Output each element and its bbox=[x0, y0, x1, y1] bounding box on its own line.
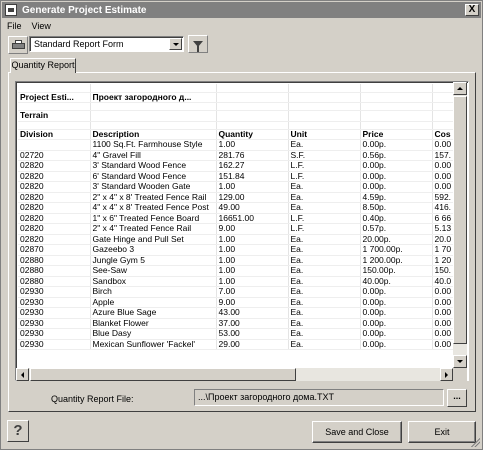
report-file-label: Quantity Report File: bbox=[51, 394, 134, 404]
chevron-down-icon[interactable] bbox=[169, 38, 182, 50]
cell-division: 02820 bbox=[18, 224, 90, 235]
cell-cost: 20.0 bbox=[432, 234, 454, 245]
cell-cost: 0.00 bbox=[432, 140, 454, 151]
cell-price: 8.50р. bbox=[360, 203, 432, 214]
cell-division: 02820 bbox=[18, 161, 90, 172]
scroll-up-icon[interactable] bbox=[453, 82, 467, 95]
report-form-value: Standard Report Form bbox=[34, 39, 124, 49]
table-row[interactable] bbox=[18, 318, 454, 329]
cell-price: 0.00р. bbox=[360, 339, 432, 350]
project-value: Проект загородного д... bbox=[90, 92, 216, 103]
cell-cost: 40.0 bbox=[432, 276, 454, 287]
cell-price: 0.00р. bbox=[360, 161, 432, 172]
cell-quantity: 37.00 bbox=[216, 318, 288, 329]
terrain-label: Terrain bbox=[18, 111, 90, 122]
cell-unit: Ea. bbox=[288, 234, 360, 245]
cell-division: 02820 bbox=[18, 192, 90, 203]
cell-quantity: 1.00 bbox=[216, 245, 288, 256]
cell-quantity: 281.76 bbox=[216, 150, 288, 161]
cell-unit: Ea. bbox=[288, 245, 360, 256]
cell-description: Apple bbox=[90, 297, 216, 308]
cell-cost: 0.00 bbox=[432, 182, 454, 193]
cell-description: 1" x 6" Treated Fence Board bbox=[90, 213, 216, 224]
cell-price: 4.59р. bbox=[360, 192, 432, 203]
cell-price: 1 700.00р. bbox=[360, 245, 432, 256]
cell-cost: 150. bbox=[432, 266, 454, 277]
cell-description: 4" Gravel Fill bbox=[90, 150, 216, 161]
cell-price: 0.00р. bbox=[360, 287, 432, 298]
save-and-close-button[interactable]: Save and Close bbox=[312, 421, 402, 443]
cell-unit: Ea. bbox=[288, 297, 360, 308]
cell-quantity: 1.00 bbox=[216, 255, 288, 266]
cell-division: 02930 bbox=[18, 287, 90, 298]
cell-division: 02880 bbox=[18, 276, 90, 287]
cell-price: 0.00р. bbox=[360, 297, 432, 308]
cell-price: 150.00р. bbox=[360, 266, 432, 277]
title-bar[interactable] bbox=[2, 2, 481, 18]
table-row[interactable] bbox=[18, 266, 454, 277]
cell-description: 2" x 4" x 8' Treated Fence Rail bbox=[90, 192, 216, 203]
resize-grip-icon[interactable] bbox=[470, 437, 480, 447]
col-price: Price bbox=[360, 129, 432, 140]
table-row[interactable] bbox=[18, 150, 454, 161]
project-row bbox=[18, 92, 454, 103]
filter-button[interactable] bbox=[188, 35, 208, 53]
cell-quantity: 9.00 bbox=[216, 297, 288, 308]
cell-division: 02820 bbox=[18, 171, 90, 182]
cell-cost: 0.00 bbox=[432, 297, 454, 308]
col-quantity: Quantity bbox=[216, 129, 288, 140]
help-button[interactable]: ? bbox=[7, 420, 29, 442]
cell-quantity: 1.00 bbox=[216, 182, 288, 193]
cell-unit: Ea. bbox=[288, 255, 360, 266]
cell-cost: 0.00 bbox=[432, 287, 454, 298]
column-header-row bbox=[18, 129, 454, 140]
menu-view[interactable]: View bbox=[31, 21, 51, 31]
cell-unit: Ea. bbox=[288, 182, 360, 193]
cell-unit: Ea. bbox=[288, 192, 360, 203]
report-grid-body bbox=[18, 84, 454, 368]
table-row[interactable] bbox=[18, 161, 454, 172]
table-row[interactable] bbox=[18, 308, 454, 319]
cell-cost: 0.00 bbox=[432, 318, 454, 329]
cell-description: Sandbox bbox=[90, 276, 216, 287]
table-row[interactable] bbox=[18, 171, 454, 182]
cell-cost: 6 66 bbox=[432, 213, 454, 224]
cell-price: 0.57р. bbox=[360, 224, 432, 235]
cell-division: 02930 bbox=[18, 329, 90, 340]
cell-price: 0.00р. bbox=[360, 329, 432, 340]
cell-quantity: 7.00 bbox=[216, 287, 288, 298]
report-table bbox=[18, 84, 454, 350]
cell-description: Gazeebo 3 bbox=[90, 245, 216, 256]
cell-division: 02930 bbox=[18, 339, 90, 350]
table-row[interactable] bbox=[18, 203, 454, 214]
tab-quantity-report[interactable]: Quantity Report bbox=[10, 58, 76, 73]
exit-button[interactable]: Exit bbox=[408, 421, 476, 443]
table-row[interactable] bbox=[18, 213, 454, 224]
cell-price: 40.00р. bbox=[360, 276, 432, 287]
cell-division: 02930 bbox=[18, 297, 90, 308]
vertical-scrollbar[interactable] bbox=[453, 82, 467, 368]
table-row[interactable] bbox=[18, 329, 454, 340]
cell-cost: 0.00 bbox=[432, 308, 454, 319]
cell-price: 0.00р. bbox=[360, 318, 432, 329]
cell-price: 0.56р. bbox=[360, 150, 432, 161]
cell-cost: 0.00 bbox=[432, 339, 454, 350]
cell-price: 0.40р. bbox=[360, 213, 432, 224]
table-row[interactable] bbox=[18, 255, 454, 266]
table-row[interactable] bbox=[18, 276, 454, 287]
cell-division: 02930 bbox=[18, 318, 90, 329]
cell-quantity: 1.00 bbox=[216, 234, 288, 245]
table-row[interactable] bbox=[18, 234, 454, 245]
cell-unit: L.F. bbox=[288, 161, 360, 172]
table-row[interactable] bbox=[18, 182, 454, 193]
scroll-left-icon[interactable] bbox=[16, 368, 29, 381]
cell-division: 02870 bbox=[18, 245, 90, 256]
cell-price: 0.00р. bbox=[360, 171, 432, 182]
cell-unit: L.F. bbox=[288, 213, 360, 224]
cell-description: Azure Blue Sage bbox=[90, 308, 216, 319]
funnel-icon bbox=[193, 41, 203, 47]
cell-unit: Ea. bbox=[288, 339, 360, 350]
table-row[interactable] bbox=[18, 192, 454, 203]
cell-cost: 1 70 bbox=[432, 245, 454, 256]
close-button[interactable]: X bbox=[465, 4, 479, 16]
cell-quantity: 49.00 bbox=[216, 203, 288, 214]
col-unit: Unit bbox=[288, 129, 360, 140]
horizontal-scrollbar[interactable] bbox=[16, 368, 453, 381]
cell-division: 02880 bbox=[18, 266, 90, 277]
col-description: Description bbox=[90, 129, 216, 140]
table-row[interactable] bbox=[18, 339, 454, 350]
table-row[interactable] bbox=[18, 140, 454, 151]
terrain-row bbox=[18, 111, 454, 122]
vertical-scroll-thumb[interactable] bbox=[453, 96, 467, 344]
cell-cost: 0.00 bbox=[432, 329, 454, 340]
cell-description: See-Saw bbox=[90, 266, 216, 277]
cell-division: 02820 bbox=[18, 234, 90, 245]
cell-unit: Ea. bbox=[288, 276, 360, 287]
cell-description: Blue Dasy bbox=[90, 329, 216, 340]
cell-description: 1100 Sq.Ft. Farmhouse Style bbox=[90, 140, 216, 151]
cell-cost: 1 20 bbox=[432, 255, 454, 266]
cell-description: 3' Standard Wooden Gate bbox=[90, 182, 216, 193]
cell-description: Blanket Flower bbox=[90, 318, 216, 329]
cell-cost: 5.13 bbox=[432, 224, 454, 235]
cell-description: 6' Standard Wood Fence bbox=[90, 171, 216, 182]
col-division: Division bbox=[18, 129, 90, 140]
scroll-right-icon[interactable] bbox=[440, 368, 453, 381]
cell-quantity: 1.00 bbox=[216, 140, 288, 151]
cell-unit: S.F. bbox=[288, 150, 360, 161]
cell-division: 02820 bbox=[18, 182, 90, 193]
menu-bar bbox=[2, 19, 481, 33]
scrollbar-corner bbox=[453, 368, 467, 381]
report-file-path: ...\Проект загородного дома.TXT bbox=[194, 389, 444, 406]
report-form-select[interactable] bbox=[29, 36, 184, 52]
horizontal-scroll-thumb[interactable] bbox=[30, 368, 296, 381]
print-button[interactable] bbox=[8, 36, 28, 54]
cell-division: 02820 bbox=[18, 213, 90, 224]
cell-description: Jungle Gym 5 bbox=[90, 255, 216, 266]
table-row[interactable] bbox=[18, 224, 454, 235]
cell-description: 3' Standard Wood Fence bbox=[90, 161, 216, 172]
table-row[interactable] bbox=[18, 287, 454, 298]
cell-price: 20.00р. bbox=[360, 234, 432, 245]
cell-unit: Ea. bbox=[288, 140, 360, 151]
cell-cost: 0.00 bbox=[432, 171, 454, 182]
cell-quantity: 129.00 bbox=[216, 192, 288, 203]
cell-price: 0.00р. bbox=[360, 182, 432, 193]
cell-quantity: 29.00 bbox=[216, 339, 288, 350]
cell-division: 02930 bbox=[18, 308, 90, 319]
col-cost: Cos bbox=[432, 129, 454, 140]
toolbar bbox=[7, 35, 477, 55]
cell-quantity: 53.00 bbox=[216, 329, 288, 340]
cell-division: 02720 bbox=[18, 150, 90, 161]
cell-description: Mexican Sunflower 'Fackel' bbox=[90, 339, 216, 350]
scroll-down-icon[interactable] bbox=[453, 355, 467, 368]
cell-unit: Ea. bbox=[288, 318, 360, 329]
cell-unit: Ea. bbox=[288, 329, 360, 340]
table-row[interactable] bbox=[18, 245, 454, 256]
cell-quantity: 16651.00 bbox=[216, 213, 288, 224]
report-grid[interactable] bbox=[15, 81, 469, 381]
cell-description: Birch bbox=[90, 287, 216, 298]
cell-quantity: 162.27 bbox=[216, 161, 288, 172]
menu-file[interactable]: File bbox=[7, 21, 22, 31]
cell-price: 0.00р. bbox=[360, 308, 432, 319]
cell-unit: L.F. bbox=[288, 171, 360, 182]
cell-quantity: 1.00 bbox=[216, 266, 288, 277]
cell-description: Gate Hinge and Pull Set bbox=[90, 234, 216, 245]
cell-price: 1 200.00р. bbox=[360, 255, 432, 266]
cell-unit: Ea. bbox=[288, 308, 360, 319]
printer-icon bbox=[12, 40, 25, 50]
cell-quantity: 1.00 bbox=[216, 276, 288, 287]
cell-cost: 592. bbox=[432, 192, 454, 203]
cell-quantity: 9.00 bbox=[216, 224, 288, 235]
cell-unit: Ea. bbox=[288, 203, 360, 214]
cell-unit: Ea. bbox=[288, 266, 360, 277]
cell-division: 02820 bbox=[18, 203, 90, 214]
project-label: Project Esti... bbox=[18, 92, 90, 103]
cell-description: 2" x 4" Treated Fence Rail bbox=[90, 224, 216, 235]
app-icon bbox=[5, 4, 17, 16]
cell-cost: 416. bbox=[432, 203, 454, 214]
browse-button[interactable]: ... bbox=[447, 389, 467, 407]
cell-division bbox=[18, 140, 90, 151]
cell-quantity: 151.84 bbox=[216, 171, 288, 182]
cell-unit: Ea. bbox=[288, 287, 360, 298]
cell-description: 4" x 4" x 8' Treated Fence Post bbox=[90, 203, 216, 214]
cell-division: 02880 bbox=[18, 255, 90, 266]
cell-price: 0.00р. bbox=[360, 140, 432, 151]
cell-cost: 157. bbox=[432, 150, 454, 161]
cell-quantity: 43.00 bbox=[216, 308, 288, 319]
window-title: Generate Project Estimate bbox=[22, 4, 147, 16]
cell-unit: L.F. bbox=[288, 224, 360, 235]
table-row[interactable] bbox=[18, 297, 454, 308]
cell-cost: 0.00 bbox=[432, 161, 454, 172]
